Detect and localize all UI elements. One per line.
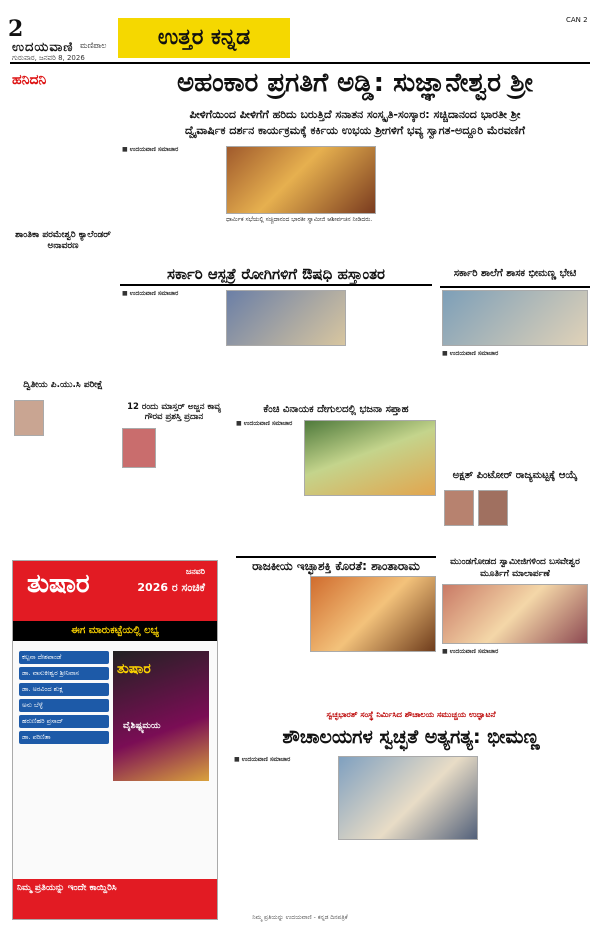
bhajan-photo — [304, 420, 436, 496]
mundgod-photo — [442, 584, 588, 644]
student-photo — [14, 400, 44, 436]
stars-photo — [122, 428, 156, 468]
advert-author: ಕಲ್ಪನಾ ದೇಶಪಾಂಡೆ — [19, 651, 109, 664]
politics-text — [236, 576, 306, 704]
advert-author: ಅನು ಬೆಳ್ಳೆ — [19, 699, 109, 712]
lead-byline: ■ ಉದಯವಾಣಿ ಸಮಾಚಾರ — [122, 146, 179, 153]
bhajan-text — [236, 430, 300, 554]
bottom-col-2 — [338, 844, 478, 908]
bottom-byline: ■ ಉದಯವಾಣಿ ಸಮಾಚಾರ — [234, 756, 291, 763]
brief2-text — [12, 440, 114, 550]
lead-photo — [226, 146, 376, 214]
school-text — [442, 360, 588, 460]
anshul-text — [512, 490, 590, 550]
anshul-headline: ಅಕ್ಷತ್ ಪಿಂಟೋರ್ ರಾಜ್ಯಮಟ್ಟಕ್ಕೆ ಆಯ್ಕೆ — [452, 470, 578, 481]
advert-year: 2026 ರ ಸಂಚಿಕೆ — [137, 581, 205, 594]
bottom-col-3 — [482, 756, 590, 908]
advert-cover-title: ತುಷಾರ — [117, 661, 151, 677]
stars-text — [122, 472, 230, 554]
hospital-photo — [226, 290, 346, 346]
advert-author: ಡಾ. ಪರಿಣಿತಾ — [19, 731, 109, 744]
bottom-headline: ಶೌಚಾಲಯಗಳ ಸ್ವಚ್ಛತೆ ಅತ್ಯಗತ್ಯ: ಭೀಮಣ್ಣ — [282, 726, 540, 748]
stars-headline: 12 ರಂದು ಮಾಸ್ತರ್ ಅಜ್ಜನ ಕಾವ್ಯ ಗೌರವ ಪ್ರಶಸ್ತಿ ಪ್ರದಾನ — [127, 402, 221, 422]
brief2-title: ದ್ವಿತೀಯ ಪಿ.ಯು.ಸಿ ಪರೀಕ್ಷೆ — [23, 380, 103, 390]
advert-cover-sub: ವೈಶಿಷ್ಟ್ಯಮಯ — [123, 721, 161, 731]
hospital-col-2 — [350, 290, 432, 400]
lead-subhead-2: ದ್ವೈವಾರ್ಷಿಕ ದರ್ಶನ ಕಾರ್ಯಕ್ರಮಕ್ಕೆ ಕರ್ಕಿಯ ಉಭಯ ಶ್ರೀಗಳಿಗೆ ಭವ್ಯ ಸ್ವಾಗತ-ಅದ್ದೂರಿ ಮೆರವಣಿಗೆ — [185, 124, 525, 137]
bottom-strap: ಸ್ವಚ್ಛಭಾರತ್ ಸಂಸ್ಥೆ ನಿರ್ಮಿಸಿದ ಶೌಚಾಲಯ ಸಮುಚ್ಚಯ ಉದ್ಘಾಟನೆ — [326, 710, 496, 719]
paper-name: ಉದಯವಾಣಿ — [12, 40, 74, 55]
school-photo — [442, 290, 588, 346]
honi-dhani-text — [12, 96, 114, 226]
anshul-photo-2 — [478, 490, 508, 526]
brief1-text — [12, 256, 114, 376]
mundgod-text — [442, 658, 588, 706]
edition-code: CAN 2 — [566, 16, 588, 24]
mundgod-byline: ■ ಉದಯವಾಣಿ ಸಮಾಚಾರ — [442, 648, 499, 655]
honi-dhani-title: ಹನಿದನಿ — [12, 72, 47, 88]
section-title: ಉತ್ತರ ಕನ್ನಡ — [118, 18, 290, 58]
advert-author-list — [19, 651, 109, 747]
hospital-byline: ■ ಉದಯವಾಣಿ ಸಮಾಚಾರ — [122, 290, 179, 297]
advert-tagline: ಈಗ ಮಾರುಕಟ್ಟೆಯಲ್ಲಿ ಲಭ್ಯ — [13, 621, 217, 641]
school-byline: ■ ಉದಯವಾಣಿ ಸಮಾಚಾರ — [442, 350, 499, 357]
anshul-photo-1 — [444, 490, 474, 526]
mundgod-headline: ಮುಂಡಗೋಡದ ಸ್ವಾಮೀಜಿಗಳಿಂದ ಬಸವೇಶ್ವರ ಮೂರ್ತಿಗೆ ಮಾಲಾರ್ಪಣೆ — [450, 557, 580, 579]
advert-author: ಡಾ. ಅರವಿಂದ ಶುಕ್ಲ — [19, 683, 109, 696]
advert-month: ಜನವರಿ — [185, 567, 205, 576]
politics-photo — [310, 576, 436, 652]
tushar-advert — [12, 560, 218, 920]
bottom-photo — [338, 756, 478, 840]
lead-col-3 — [486, 146, 590, 258]
hospital-headline: ಸರ್ಕಾರಿ ಆಸ್ಪತ್ರೆ ರೋಗಿಗಳಿಗೆ ಔಷಧಿ ಹಸ್ತಾಂತರ — [120, 262, 432, 286]
date-line: ಗುರುವಾರ, ಜನವರಿ 8, 2026 — [12, 54, 85, 62]
page-number: 2 — [8, 16, 24, 42]
advert-brand: ತುಷಾರ — [27, 569, 90, 599]
bhajan-byline: ■ ಉದಯವಾಣಿ ಸಮಾಚಾರ — [236, 420, 293, 427]
lead-headline: ಅಹಂಕಾರ ಪ್ರಗತಿಗೆ ಅಡ್ಡಿ: ಸುಜ್ಞಾನೇಶ್ವರ ಶ್ರೀ — [177, 68, 533, 98]
advert-footer: ನಿಮ್ಮ ಪ್ರತಿಯನ್ನು ಇಂದೇ ಕಾಯ್ದಿರಿಸಿ — [13, 879, 217, 919]
lead-subhead-1: ಪೀಳಿಗೆಯಿಂದ ಪೀಳಿಗೆಗೆ ಹರಿದು ಬರುತ್ತಿದೆ ಸನಾತನ ಸಂಸ್ಕೃತಿ-ಸಂಸ್ಕಾರ: ಸಚ್ಚಿದಾನಂದ ಭಾರತೀ ಶ್ರೀ — [189, 108, 521, 121]
school-headline: ಸರ್ಕಾರಿ ಶಾಲೆಗೆ ಶಾಸಕ ಭೀಮಣ್ಣ ಭೇಟಿ — [440, 262, 590, 288]
politics-text-2 — [310, 656, 436, 704]
politics-headline: ರಾಜಕೀಯ ಇಚ್ಛಾಶಕ್ತಿ ಕೊರತೆ: ಶಾಂತಾರಾಮ — [236, 556, 436, 574]
advert-author: ಹರುಣಿಹರಿ ಪ್ರಸಾದ್ — [19, 715, 109, 728]
edition-label: ಮಣಿಪಾಲ — [80, 41, 107, 50]
lead-col-1 — [122, 156, 220, 260]
advert-top-band — [13, 561, 217, 621]
brief1-title: ಶಾಂತಿಕಾ ಪರಮೇಶ್ವರಿ ಕ್ಯಾಲೆಂಡರ್ ಅನಾವರಣ — [15, 230, 111, 251]
bottom-col-1 — [234, 766, 334, 908]
advert-cover — [113, 651, 209, 781]
header-rule — [10, 62, 590, 64]
hospital-text — [122, 300, 222, 400]
lead-col-2 — [380, 146, 480, 258]
footer-text: ನಿಮ್ಮ ಪ್ರತಿಯನ್ನು ಉದಯವಾಣಿ - ಕನ್ನಡ ದಿನಪತ್ರಿಕೆ — [252, 914, 348, 921]
advert-author: ಡಾ. ವಾಸುಕೀಶ್ವರ ಶ್ರೀನಿವಾಸ — [19, 667, 109, 680]
bhajan-headline: ಕೆಂಚಿ ವಿನಾಯಕ ದೇಗುಲದಲ್ಲಿ ಭಜನಾ ಸಪ್ತಾಹ — [263, 404, 409, 415]
lead-caption: ಧಾರ್ಮಿಕ ಸಭೆಯಲ್ಲಿ ಸಚ್ಚಿದಾನಂದ ಭಾರತೀ ಸ್ವಾಮೀಜಿ ಆಶೀರ್ವಚನ ನೀಡಿದರು. — [226, 216, 373, 223]
